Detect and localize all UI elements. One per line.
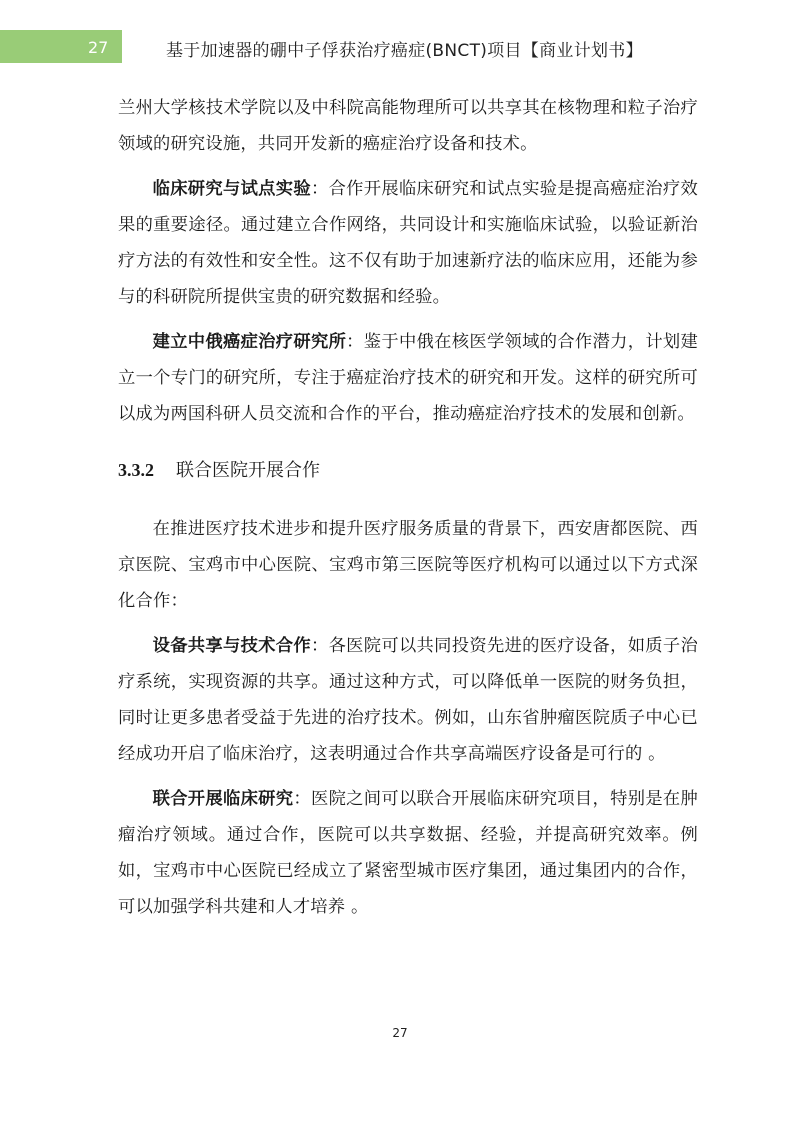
section-number: 3.3.2 [118, 460, 154, 480]
paragraph-body: ：鉴于中俄在核医学领域的合作潜力，计划建立一个专门的研究所，专注于癌症治疗技术的研究和开发。这样的研究所可以成为两国科研人员交流和合作的平台，推动癌症治疗技术的发展和创新。 [118, 332, 698, 424]
document-body [118, 90, 698, 934]
section-heading [118, 452, 698, 489]
paragraph-intro: 在推进医疗技术进步和提升医疗服务质量的背景下，西安唐都医院、西京医院、宝鸡市中心医院、宝鸡市第三医院等医疗机构可以通过以下方式深化合作： [118, 519, 698, 611]
section-title: 联合医院开展合作 [176, 460, 320, 481]
paragraph-sino-russian-institute [118, 324, 698, 432]
paragraph-clinical-research [118, 171, 698, 315]
paragraph-lead: 设备共享与技术合作 [152, 636, 311, 656]
header-title: 基于加速器的硼中子俘获治疗癌症(BNCT)项目【商业计划书】 [166, 41, 643, 61]
paragraph-1: 兰州大学核技术学院以及中科院高能物理所可以共享其在核物理和粒子治疗领域的研究设施，共同开发新的癌症治疗设备和技术。 [118, 98, 698, 154]
paragraph-lead: 临床研究与试点实验 [152, 179, 311, 199]
footer-page-number: 27 [392, 1026, 408, 1040]
paragraph-body: ：合作开展临床研究和试点实验是提高癌症治疗效果的重要途径。通过建立合作网络，共同设计和实施临床试验，以验证新治疗方法的有效性和安全性。这不仅有助于加速新疗法的临床应用，还能为参与的科研院所提供宝贵的研究数据和经验。 [118, 179, 698, 307]
paragraph-lead: 联合开展临床研究 [152, 789, 294, 809]
header-page-number: 27 [88, 38, 109, 57]
paragraph-lead: 建立中俄癌症治疗研究所 [152, 332, 347, 352]
paragraph-body: ：各医院可以共同投资先进的医疗设备，如质子治疗系统，实现资源的共享。通过这种方式，可以降低单一医院的财务负担，同时让更多患者受益于先进的治疗技术。例如，山东省肿瘤医院质子中心已经成功开启了临床治疗，这表明通过合作共享高端医疗设备是可行的 。 [118, 636, 698, 764]
paragraph-equipment-sharing [118, 628, 698, 772]
paragraph-joint-clinical-research [118, 781, 698, 925]
paragraph-body: ：医院之间可以联合开展临床研究项目，特别是在肿瘤治疗领域。通过合作，医院可以共享数据、经验，并提高研究效率。例如，宝鸡市中心医院已经成立了紧密型城市医疗集团，通过集团内的合作，可以加强学科共建和人才培养 。 [118, 789, 698, 917]
